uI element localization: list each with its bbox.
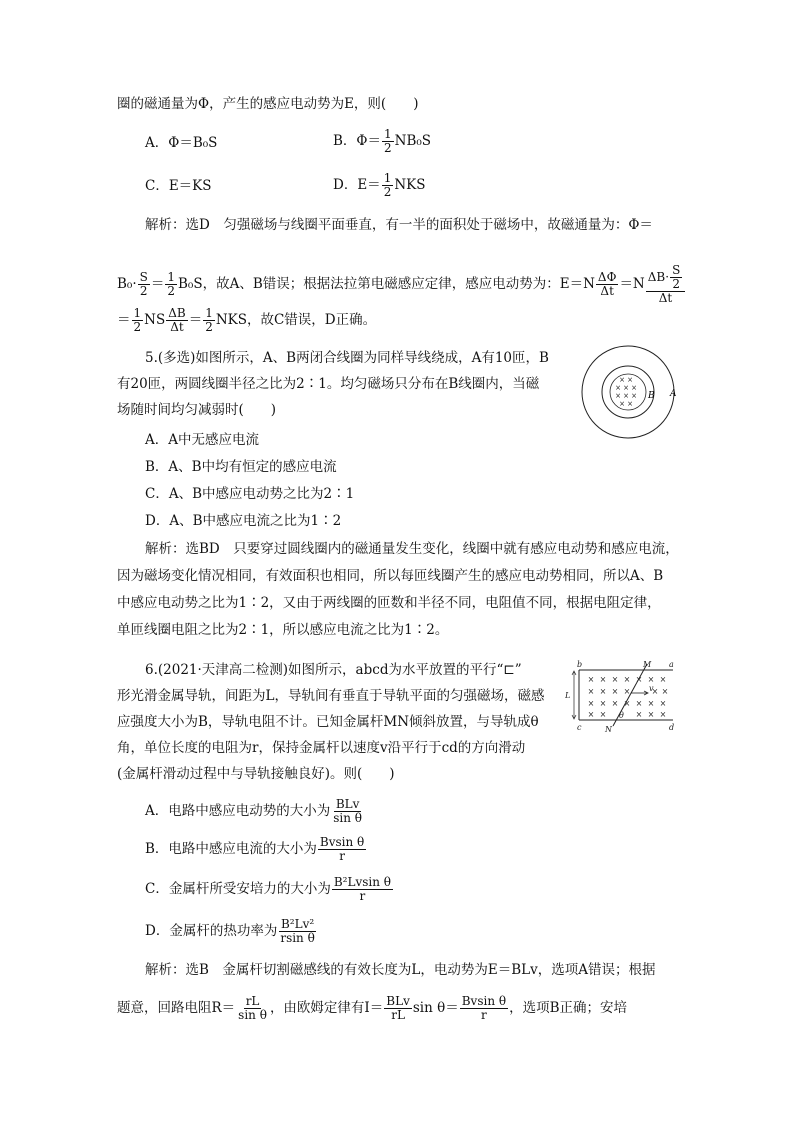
svg-text:×: × <box>623 699 631 708</box>
svg-text:×: × <box>659 710 667 719</box>
svg-text:×: × <box>599 699 607 708</box>
svg-text:×: × <box>619 376 625 384</box>
label-d: d <box>669 723 675 732</box>
q6-option-a: A．电路中感应电动势的大小为 $\frac{\text{BLv}}{\text{sin θ}}$ <box>145 797 363 825</box>
svg-text:×: × <box>635 675 643 684</box>
q5-option-c: C．A、B中感应电动势之比为2∶1 <box>145 486 355 502</box>
svg-text:×: × <box>647 699 655 708</box>
q6-option-b: B．电路中感应电流的大小为 $\frac{\text{Bvsin θ}}{r}$ <box>145 835 365 863</box>
svg-text:×: × <box>659 675 667 684</box>
q5-stem-line1: 5.(多选)如图所示，A、B两闭合线圈为同样导线绕成，A有10匝，B <box>145 350 549 366</box>
q5-solution-line4: 单匝线圈电阻之比为2∶1，所以感应电流之比为1∶2。 <box>117 622 449 638</box>
q4-option-b: B．Φ＝ $\frac{1}{2}$ NB₀S <box>333 127 432 155</box>
svg-text:×: × <box>661 687 669 696</box>
label-b: B <box>648 391 655 401</box>
q5-option-b: B．A、B中均有恒定的感应电流 <box>145 459 337 475</box>
q5-stem-line2: 有20匝，两圆线圈半径之比为2∶1。均匀磁场只分布在B线圈内，当磁 <box>117 376 540 392</box>
svg-text:×: × <box>623 675 631 684</box>
q5-solution-line2: 因为磁场变化情况相同，有效面积也相同，所以每匝线圈产生的感应电动势相同，所以A、B <box>117 568 664 584</box>
label-b: b <box>577 660 583 669</box>
svg-text:×: × <box>587 675 595 684</box>
label-a: A <box>670 389 677 399</box>
q4-option-c: C．E＝KS <box>145 178 212 194</box>
q6-option-d: D．金属杆的热功率为 $\frac{\text{B²Lv²}}{\text{rsin θ}}$ <box>145 917 315 945</box>
svg-text:×: × <box>615 384 621 392</box>
svg-text:×: × <box>587 687 595 696</box>
svg-text:×: × <box>631 384 637 392</box>
svg-text:×: × <box>623 392 629 400</box>
q6-stem-line5: (金属杆滑动过程中与导轨接触良好)。则( ) <box>117 766 395 782</box>
svg-text:×: × <box>599 710 607 719</box>
q5-solution-line3: 中感应电动势之比为1∶2，又由于两线圈的匝数和半径不同，电阻值不同，根据电阻定律， <box>117 595 661 611</box>
svg-text:×: × <box>647 710 655 719</box>
q4-option-d: D．E＝ $\frac{1}{2}$ NKS <box>333 171 426 199</box>
q6-option-c: C．金属杆所受安培力的大小为 $\frac{\text{B²Lvsin θ}}{r}$ <box>145 875 391 903</box>
svg-text:×: × <box>659 699 667 708</box>
label-m: M <box>643 660 652 669</box>
q5-stem-line3: 场随时间均匀减弱时( ) <box>117 402 277 418</box>
q5-option-d: D．A、B中感应电流之比为1∶2 <box>145 513 342 529</box>
svg-text:×: × <box>599 687 607 696</box>
svg-text:×: × <box>631 392 637 400</box>
svg-text:×: × <box>587 710 595 719</box>
svg-text:×: × <box>611 675 619 684</box>
svg-text:×: × <box>627 376 633 384</box>
q5-option-a: A．A中无感应电流 <box>145 432 259 448</box>
q6-stem-line4: 角，单位长度的电阻为r，保持金属杆以速度v沿平行于cd的方向滑动 <box>117 740 526 756</box>
q4-solution-line3: ＝ $\frac{1}{2}$ NS $\frac{\Delta B}{\Delta t}$ ＝ $\frac{1}{2}$ NKS，故C错误，D正确。 <box>117 306 377 334</box>
q6-stem-line2: 形光滑金属导轨，间距为L，导轨间有垂直于导轨平面的匀强磁场，磁感 <box>117 688 545 704</box>
label-n: N <box>605 725 612 734</box>
label-l: L <box>565 691 571 700</box>
svg-text:×: × <box>635 699 643 708</box>
svg-text:×: × <box>611 687 619 696</box>
q4-option-a: A．Φ＝B₀S <box>145 135 218 151</box>
label-a: a <box>669 660 674 669</box>
top-line: 圈的磁通量为Φ，产生的感应电动势为E，则( ) <box>117 96 419 112</box>
svg-text:×: × <box>635 710 643 719</box>
q4-solution-line1: 解析：选D 匀强磁场与线圈平面垂直，有一半的面积处于磁场中，故磁通量为：Φ＝ <box>145 217 653 233</box>
svg-text:×: × <box>615 392 621 400</box>
svg-text:×: × <box>651 687 659 696</box>
q6-solution-line2: 题意，回路电阻R＝ $\frac{rL}{\text{sin θ}}$ ，由欧姆定律有I＝ $\frac{\text{BLv}}{rL}$ sin θ＝ $\frac{\text{Bvsin θ}}{r}$ ，选项B正确；安培 <box>117 994 628 1022</box>
label-c: c <box>577 723 582 732</box>
q4-solution-line2: B₀· $\frac{S}{2}$ ＝ $\frac{1}{2}$ B₀S，故A、B错误；根据法拉第电磁感应定律，感应电动势为：E＝N $\frac{\Delta\Phi}{\Delta t}$ ＝N ΔB· $\frac{S}{2}$ Δt <box>117 264 686 305</box>
svg-text:×: × <box>611 699 619 708</box>
svg-text:×: × <box>623 384 629 392</box>
q6-stem-line3: 应强度大小为B，导轨电阻不计。已知金属杆MN倾斜放置，与导轨成θ <box>117 714 539 730</box>
svg-text:×: × <box>619 400 625 408</box>
q6-stem-line1: 6.(2021·天津高二检测)如图所示，abcd为水平放置的平行“⊏” <box>145 662 522 678</box>
q5-solution-line1: 解析：选BD 只要穿过圆线圈内的磁通量发生变化，线圈中就有感应电动势和感应电流， <box>145 541 679 557</box>
svg-text:×: × <box>587 699 595 708</box>
field-crosses <box>588 675 669 719</box>
svg-text:×: × <box>627 400 633 408</box>
field-crosses <box>615 376 637 408</box>
q5-coil-diagram <box>580 344 680 444</box>
q6-rail-diagram <box>565 660 680 738</box>
svg-text:×: × <box>647 675 655 684</box>
svg-text:×: × <box>623 687 631 696</box>
q6-solution-line1: 解析：选B 金属杆切割磁感线的有效长度为L，电动势为E＝BLv，选项A错误；根据 <box>145 962 656 978</box>
label-theta: θ <box>619 711 624 720</box>
label-v: v <box>649 684 654 693</box>
svg-text:×: × <box>599 675 607 684</box>
